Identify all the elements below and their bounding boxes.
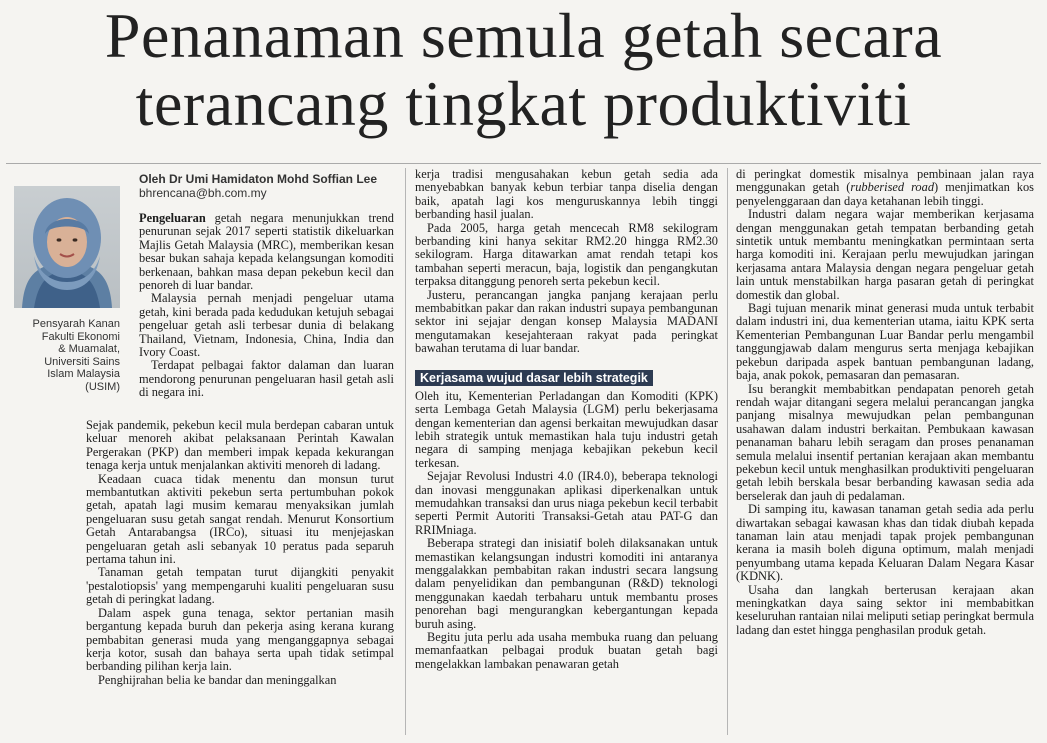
paragraph-text: di peringkat domestik misalnya pembinaan jalan raya menggunakan getah (	[736, 167, 1034, 195]
paragraph: Tanaman getah tempatan turut dijangkiti penyakit 'pestalotiopsis' yang mempengaruhi kualiti pengeluaran susu getah di peringkat ladang.	[86, 565, 394, 607]
paragraph: Bagi tujuan menarik minat generasi muda untuk terbabit dalam industri ini, dua kementerian utama, iaitu KPK serta Kementerian Pembangunan Luar Bandar perlu mengambil tanggungjawab dalam mengurus serta menjaga kebajikan pekebun daripada aspek bantuan pembangunan ladang, baja, anak pokok, pemasaran dan pemasaran.	[736, 301, 1034, 383]
column-3	[736, 168, 1034, 637]
lead-word: Pengeluaran	[139, 211, 206, 225]
paragraph: Sejak pandemik, pekebun kecil mula berdepan cabaran untuk keluar menoreh akibat pelaksanaan Perintah Kawalan Pergerakan (PKP) dan memberi impak kepada kekurangan tenaga kerja untuk menjalankan aktiviti menoreh di ladang.	[86, 418, 394, 473]
paragraph: Justeru, perancangan jangka panjang kerajaan perlu membabitkan pakar dan rakan industri supaya pembangunan sektor ini sejajar dengan konsep Malaysia MADANI mengutamakan kesejahteraan rakyat pada peringkat bawahan terutama di luar bandar.	[415, 287, 718, 356]
photo-caption	[14, 318, 120, 394]
paragraph: Terdapat pelbagai faktor dalaman dan luaran mendorong penurunan pengeluaran hasil getah asli di negara ini.	[139, 358, 394, 400]
paragraph: Keadaan cuaca tidak menentu dan monsun turut membantutkan aktiviti pekebun serta pertumbuhan pokok getah, apatah lagi musim kemarau menyaksikan jumlah pengeluaran susu getah sangat rendah. Menurut Konsortium Getah Antarabangsa (IRCo), situasi itu menjejaskan pengeluaran getah asli sebanyak 10 peratus pada separuh pertama tahun ini.	[86, 471, 394, 567]
headline-line-1: Penanaman semula getah secara	[104, 0, 943, 71]
paragraph: Penghijrahan belia ke bandar dan meninggalkan	[98, 672, 337, 687]
headline-line-2: terancang tingkat produktiviti	[135, 68, 912, 139]
caption-faculty: Fakulti Ekonomi	[41, 330, 120, 343]
paragraph: Dalam aspek guna tenaga, sektor pertanian masih bergantung kepada buruh dan pekerja asing kerana kurang pembabitan generasi muda yang menganggapnya sebagai kerja kotor, susah dan bahaya serta upah tidak setimpal berbanding pilihan kerja lain.	[86, 605, 394, 674]
caption-university-cont: Islam Malaysia	[47, 368, 120, 381]
column-1-upper	[139, 212, 394, 400]
caption-faculty-cont: & Muamalat,	[58, 343, 120, 356]
paragraph-text: getah negara menunjukkan trend penurunan sejak 2017 seperti statistik dikeluarkan Majlis Getah Malaysia (MRC), memberikan kesan besar bukan sahaja kepada kelangsungan komoditi berkenaan, bahkan masa depan pekebun kecil dan penoreh di luar bandar.	[139, 211, 394, 293]
caption-university-abbr: (USIM)	[85, 380, 120, 393]
paragraph	[139, 212, 394, 292]
paragraph	[736, 168, 1034, 208]
paragraph: Usaha dan langkah berterusan kerajaan akan meningkatkan daya saing sektor ini membabitkan keseluruhan rantaian nilai meliputi setiap peringkat bermula ladang dan estet hingga penghasilan produk getah.	[736, 582, 1034, 637]
column-2	[415, 168, 718, 671]
paragraph: kerja tradisi mengusahakan kebun getah sedia ada menyebabkan banyak kebun terbiar tanpa diselia dengan baik, apatah lagi kos menguruskannya lebih tinggi berbanding hasil jualan.	[415, 167, 718, 222]
paragraph: Sejajar Revolusi Industri 4.0 (IR4.0), beberapa teknologi dan inovasi menggunakan aplikasi diperkenalkan untuk memudahkan transaksi dan urus niaga pekebun kecil terbabit seperti Permit Autoriti Transaksi-Getah atau PAT-G dan RRIMniaga.	[415, 469, 718, 537]
paragraph: Di samping itu, kawasan tanaman getah sedia ada perlu diwartakan sebagai kawasan khas dan tidak diubah kepada tanaman lain atau menjadi tapak projek pembangunan kerana ia masih boleh diguna optimum, malah menjadi penyumbang utama kepada Keluaran Dalam Negara Kasar (KDNK).	[736, 502, 1034, 584]
author-photo	[14, 186, 120, 308]
paragraph: Malaysia pernah menjadi pengeluar utama getah, kini berada pada kedudukan ketujuh sebagai pengeluar getah asli terbesar dunia di belakang Thailand, Vietnam, Indonesia, China, India dan Ivory Coast.	[139, 291, 394, 360]
section-subheading: Kerjasama wujud dasar lebih strategik	[415, 370, 653, 386]
headline	[0, 2, 1047, 138]
byline-author: Oleh Dr Umi Hamidaton Mohd Soffian Lee	[139, 172, 378, 186]
column-divider	[405, 168, 406, 735]
paragraph: Isu berangkit membabitkan pendapatan penoreh getah rendah wajar ditangani segera melalui perancangan jangka panjang misalnya mewujudkan pelan pembangunan usahawan dalam industri berkaitan. Pembukaan kawasan penanaman baharu lebih seragam dan proses penanaman semula melalui insentif pertanian kerajaan akan membantu pekebun kecil untuk menghasilkan produktiviti pengeluaran getah lebih berskala besar berbanding kawasan sedia ada berselerak dan jauh di pedalaman.	[736, 381, 1034, 503]
column-1-lower	[86, 419, 394, 687]
paragraph: Beberapa strategi dan inisiatif boleh dilaksanakan untuk memastikan kelangsungan industri komoditi ini antaranya menggalakkan pembabitan rakan industri secara langsung dalam penyelidikan dan pembangunan (R&D) teknologi menggunakan kaedah terbaharu untuk membantu proses penorehan bagi mengurangkan kebergantungan kepada buruh asing.	[415, 536, 718, 631]
paragraph: Begitu juta perlu ada usaha membuka ruang dan peluang memanfaatkan pelbagai produk buatan getah bagi mengelakkan lambakan penawaran getah	[415, 630, 718, 671]
paragraph: Oleh itu, Kementerian Perladangan dan Komoditi (KPK) serta Lembaga Getah Malaysia (LGM) perlu bekerjasama dengan kementerian dan agensi berkaitan mewujudkan dasar lebih strategik untuk memastikan hala tuju industri getah negara di samping menjaga kebajikan pekebun kecil terkesan.	[415, 388, 718, 470]
paragraph: Industri dalam negara wajar memberikan kerjasama dengan menggunakan getah tempatan berbanding getah sintetik untuk membantu meningkatkan permintaan serta harga komoditi ini. Kerajaan perlu mewujudkan jaringan kerjasama antara Malaysia dengan negara pengeluar getah lain untuk menstabilkan harga pasaran getah di peringkat domestik dan global.	[736, 207, 1034, 302]
italic-term: rubberised road	[850, 180, 935, 195]
caption-university: Universiti Sains	[44, 355, 120, 368]
column-divider	[727, 168, 728, 735]
paragraph-text: ) menjimatkan kos penyelenggaraan dan daya ketahanan lebih tinggi.	[736, 180, 1034, 208]
byline-email[interactable]: bhrencana@bh.com.my	[139, 186, 267, 200]
author-portrait-illustration	[14, 186, 120, 308]
headline-divider	[6, 163, 1041, 164]
caption-position: Pensyarah Kanan	[32, 318, 120, 330]
paragraph: Pada 2005, harga getah mencecah RM8 sekilogram berbanding kini hanya sekitar RM2.20 hingga RM2.30 sekilogram. Harga ditawarkan amat rendah tetapi kos tambahan seperti meracun, baja, logistik dan pengangkutan terpaksa ditanggung penoreh serta pekebun kecil.	[415, 220, 718, 289]
